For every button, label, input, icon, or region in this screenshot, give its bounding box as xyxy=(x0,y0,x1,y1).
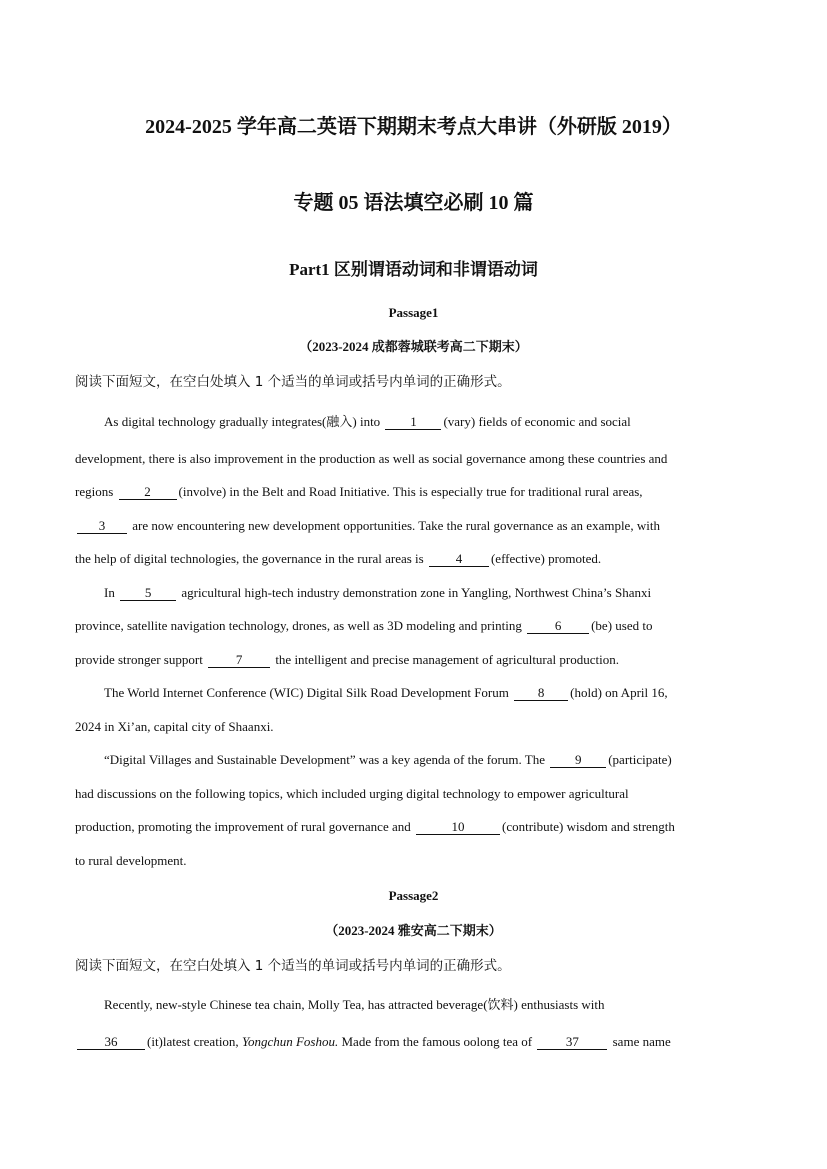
text-segment: (involve) in the Belt and Road Initiative. This is especially true for traditional rural areas, xyxy=(178,484,643,499)
passage-1-title: Passage1 xyxy=(388,305,439,320)
text-line xyxy=(75,785,629,803)
text-segment: are now encountering new development opportunities. Take the rural governance as an example, with xyxy=(129,518,660,533)
text-segment: The World Internet Conference (WIC) Digital Silk Road Development Forum xyxy=(104,685,513,700)
blank-36: 36 xyxy=(77,1035,145,1050)
blank-6: 6 xyxy=(527,619,589,634)
text-segment: agricultural high-tech industry demonstration zone in Yangling, Northwest China’s Shanxi xyxy=(178,585,652,600)
passage-1-instruction: 阅读下面短文，在空白处填入 1 个适当的单词或括号内单词的正确形式。 xyxy=(75,374,511,390)
text-line xyxy=(104,684,668,702)
text-segment: to rural development. xyxy=(75,853,187,868)
text-segment: production, promoting the improvement of rural governance and xyxy=(75,819,414,834)
document-title: 2024-2025 学年高二英语下期期末考点大串讲（外研版 2019） xyxy=(145,116,682,138)
text-segment: had discussions on the following topics, which included urging digital technology to empower agricultural xyxy=(75,786,629,801)
blank-7: 7 xyxy=(208,653,270,668)
text-line xyxy=(75,450,667,468)
passage-2-instruction: 阅读下面短文，在空白处填入 1 个适当的单词或括号内单词的正确形式。 xyxy=(75,958,511,974)
text-segment: (be) used to xyxy=(591,618,653,633)
blank-37: 37 xyxy=(537,1035,607,1050)
text-segment: (effective) promoted. xyxy=(490,551,602,566)
text-segment: the help of digital technologies, the governance in the rural areas is xyxy=(75,551,427,566)
text-segment: In xyxy=(104,585,119,600)
blank-1: 1 xyxy=(385,415,441,430)
text-line xyxy=(75,818,675,836)
blank-8: 8 xyxy=(514,686,568,701)
text-segment: Recently, new-style Chinese tea chain, Molly Tea, has attracted beverage(饮料) enthusiasts with xyxy=(104,997,605,1012)
passage-2-source: （2023-2024 雅安高二下期末） xyxy=(325,923,502,938)
text-line xyxy=(75,517,660,535)
text-segment: regions xyxy=(75,484,117,499)
text-line xyxy=(75,617,652,635)
text-segment: provide stronger support xyxy=(75,652,207,667)
text-line xyxy=(104,996,605,1014)
text-segment: Made from the famous oolong tea of xyxy=(338,1034,536,1049)
passage-2-title: Passage2 xyxy=(388,888,439,903)
text-line xyxy=(104,584,651,602)
blank-4: 4 xyxy=(429,552,489,567)
text-segment: As digital technology gradually integrates(融入) into xyxy=(104,414,384,429)
part-heading: Part1 区别谓语动词和非谓语动词 xyxy=(289,260,538,279)
text-line xyxy=(75,718,274,736)
text-line xyxy=(75,1033,671,1051)
blank-3: 3 xyxy=(77,519,127,534)
text-segment: (contribute) wisdom and strength xyxy=(501,819,675,834)
text-line xyxy=(75,483,643,501)
text-line xyxy=(75,852,187,870)
text-segment: province, satellite navigation technology, drones, as well as 3D modeling and printing xyxy=(75,618,526,633)
text-line xyxy=(75,651,619,669)
text-line xyxy=(75,550,601,568)
blank-5: 5 xyxy=(120,586,176,601)
text-segment: (it)latest creation, xyxy=(147,1034,242,1049)
text-segment: 2024 in Xi’an, capital city of Shaanxi. xyxy=(75,719,274,734)
text-segment: the intelligent and precise management of agricultural production. xyxy=(272,652,619,667)
blank-9: 9 xyxy=(550,753,606,768)
text-line xyxy=(104,751,672,769)
text-segment: (hold) on April 16, xyxy=(570,685,668,700)
text-segment: Yongchun Foshou. xyxy=(241,1034,339,1049)
text-segment: same name xyxy=(609,1034,671,1049)
blank-2: 2 xyxy=(119,485,177,500)
text-segment: development, there is also improvement in the production as well as social governance among these countries and xyxy=(75,451,668,466)
text-segment: (participate) xyxy=(608,752,672,767)
text-segment: “Digital Villages and Sustainable Development” was a key agenda of the forum. The xyxy=(104,752,549,767)
document-subtitle: 专题 05 语法填空必刷 10 篇 xyxy=(293,192,534,214)
text-line xyxy=(104,413,631,431)
passage-1-source: （2023-2024 成都蓉城联考高二下期末） xyxy=(299,339,528,354)
text-segment: (vary) fields of economic and social xyxy=(443,414,631,429)
blank-10: 10 xyxy=(416,820,500,835)
